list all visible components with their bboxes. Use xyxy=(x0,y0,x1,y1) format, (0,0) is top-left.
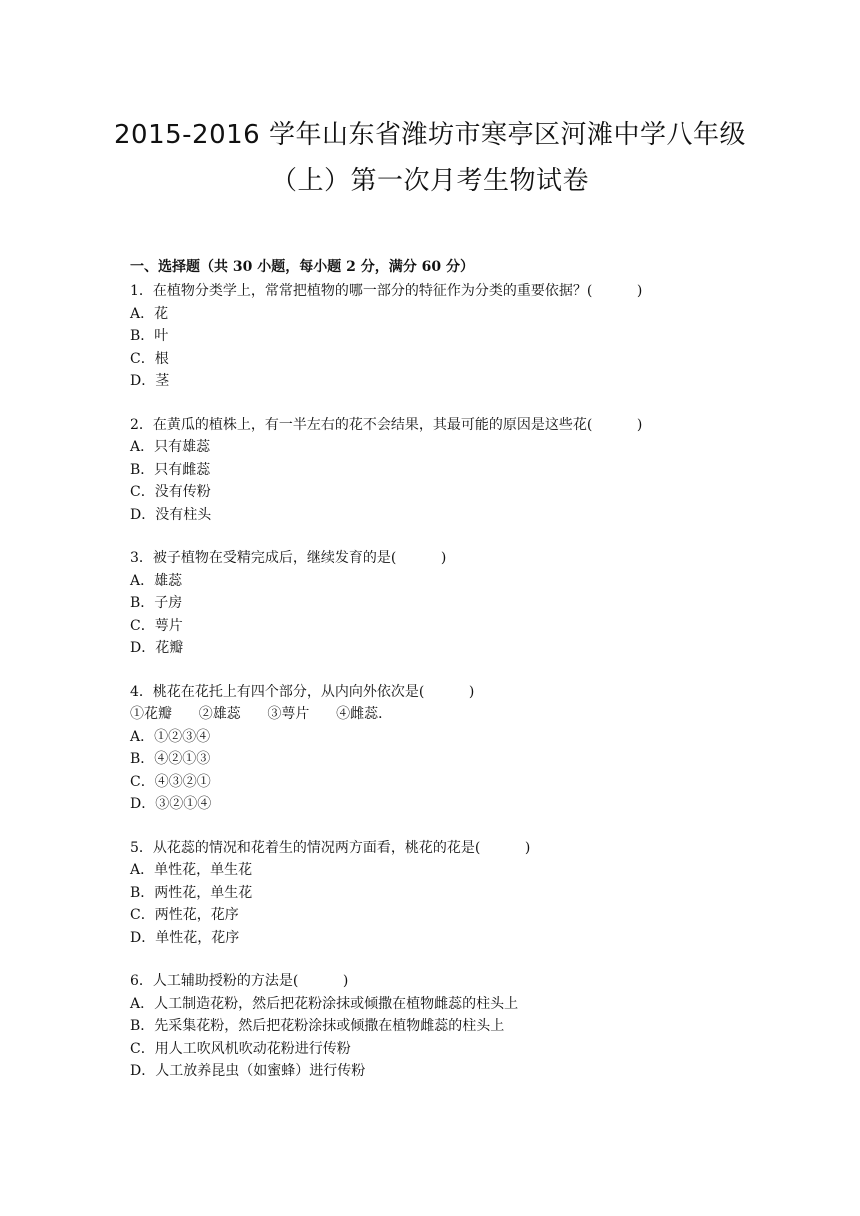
option-c: C．④③②① xyxy=(130,773,211,790)
question-stem: 5．从花蕊的情况和花着生的情况两方面看，桃花的花是( ) xyxy=(130,839,531,856)
option-d: D．茎 xyxy=(130,373,170,389)
option-a: A．①②③④ xyxy=(130,728,211,745)
option-b: B．④②①③ xyxy=(130,751,211,767)
option-b: B．先采集花粉，然后把花粉涂抹或倾撒在植物雌蕊的柱头上 xyxy=(130,1018,505,1034)
option-c: C．没有传粉 xyxy=(130,484,211,500)
option-a: A．只有雄蕊 xyxy=(130,439,211,455)
option-c: C．萼片 xyxy=(130,617,183,634)
document-title-line-1: 2015-2016 学年山东省潍坊市寒亭区河滩中学八年级 xyxy=(114,120,746,150)
option-b: B．只有雌蕊 xyxy=(130,461,211,478)
option-a: A．雄蕊 xyxy=(130,572,183,589)
document-title-line-2: （上）第一次月考生物试卷 xyxy=(270,166,589,196)
section-heading: 一、选择题（共 30 小题，每小题 2 分，满分 60 分） xyxy=(130,259,474,275)
question-2 xyxy=(130,414,730,527)
option-c: C．根 xyxy=(130,350,169,367)
question-stem: 4．桃花在花托上有四个部分，从内向外依次是( ) xyxy=(130,683,475,700)
question-list xyxy=(130,280,730,1104)
question-stem: 2．在黄瓜的植株上，有一半左右的花不会结果，其最可能的原因是这些花( ) xyxy=(130,416,643,433)
question-3 xyxy=(130,547,730,660)
question-stem: 3．被子植物在受精完成后，继续发育的是( ) xyxy=(130,550,447,566)
option-b: B．两性花，单生花 xyxy=(130,884,253,901)
option-b: B．叶 xyxy=(130,328,169,344)
question-5 xyxy=(130,837,730,950)
question-6 xyxy=(130,970,730,1083)
question-4 xyxy=(130,681,730,816)
question-1 xyxy=(130,280,730,393)
option-b: B．子房 xyxy=(130,595,183,611)
option-d: D．单性花，花序 xyxy=(130,929,240,946)
question-extra-line: ①花瓣 ②雄蕊 ③萼片 ④雌蕊． xyxy=(130,706,393,722)
option-d: D．③②①④ xyxy=(130,796,212,812)
option-c: C．两性花，花序 xyxy=(130,907,239,923)
option-a: A．单性花，单生花 xyxy=(130,862,253,878)
option-d: D．没有柱头 xyxy=(130,506,212,523)
question-stem: 1．在植物分类学上，常常把植物的哪一部分的特征作为分类的重要依据？( ) xyxy=(130,283,643,299)
option-c: C．用人工吹风机吹动花粉进行传粉 xyxy=(130,1040,351,1057)
option-a: A．人工制造花粉，然后把花粉涂抹或倾撒在植物雌蕊的柱头上 xyxy=(130,995,519,1012)
option-a: A．花 xyxy=(130,305,169,322)
option-d: D．花瓣 xyxy=(130,640,184,656)
option-d: D．人工放养昆虫（如蜜蜂）进行传粉 xyxy=(130,1063,366,1079)
question-stem: 6．人工辅助授粉的方法是( ) xyxy=(130,973,349,989)
